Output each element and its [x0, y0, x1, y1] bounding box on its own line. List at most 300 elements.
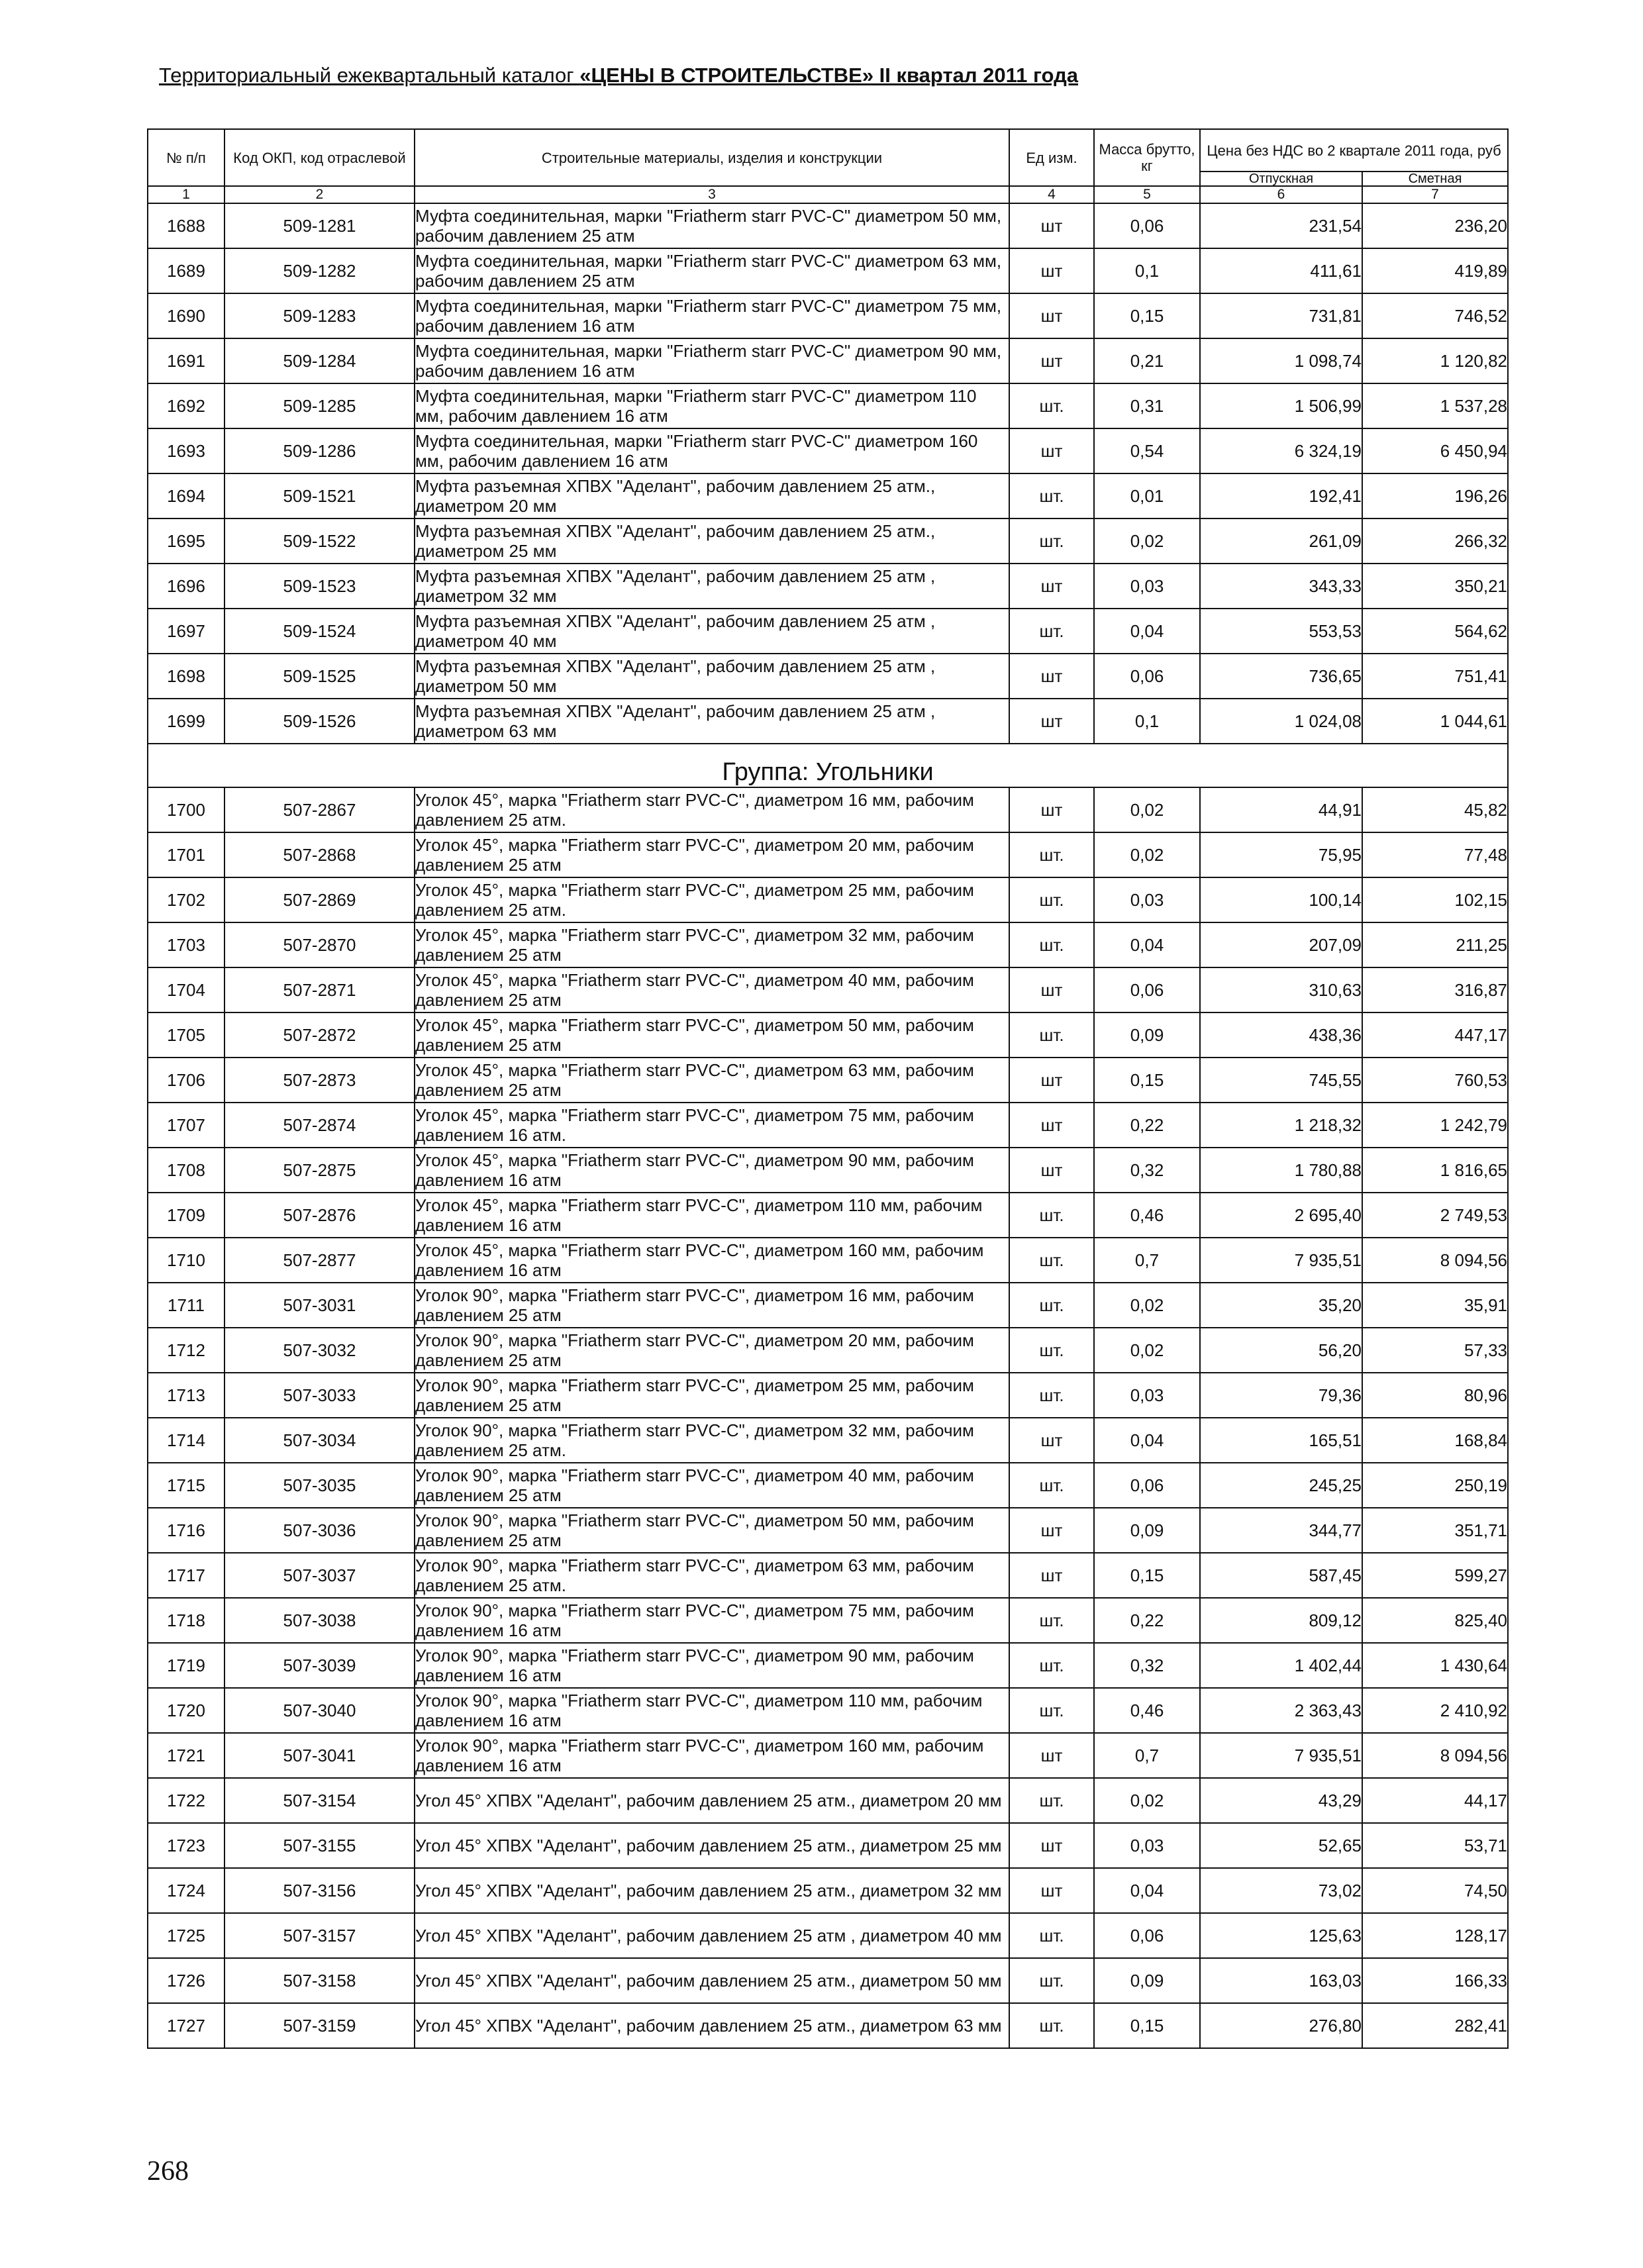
header-unit: Ед изм.: [1009, 129, 1094, 186]
row-mass: 0,02: [1094, 518, 1200, 564]
row-code: 507-2874: [224, 1103, 415, 1148]
row-mass: 0,31: [1094, 383, 1200, 428]
row-number: 1709: [148, 1193, 224, 1238]
row-name: Уголок 45°, марка "Friatherm starr PVC-C", диаметром 160 мм, рабочим давлением 16 атм: [415, 1238, 1009, 1283]
row-name: Уголок 45°, марка "Friatherm starr PVC-C", диаметром 110 мм, рабочим давлением 16 атм: [415, 1193, 1009, 1238]
row-price-estimate: 2 410,92: [1362, 1688, 1508, 1733]
row-number: 1724: [148, 1868, 224, 1913]
row-code: 507-3040: [224, 1688, 415, 1733]
row-price-estimate: 564,62: [1362, 609, 1508, 654]
row-code: 507-3158: [224, 1958, 415, 2003]
row-name: Муфта разъемная ХПВХ "Аделант", рабочим давлением 25 атм , диаметром 40 мм: [415, 609, 1009, 654]
table-row: [148, 1058, 1508, 1103]
row-unit: шт.: [1009, 383, 1094, 428]
row-unit: шт.: [1009, 1958, 1094, 2003]
table-row: [148, 473, 1508, 518]
row-code: 507-2870: [224, 922, 415, 967]
title-prefix: Территориальный ежеквартальный каталог: [159, 64, 580, 87]
row-mass: 0,1: [1094, 699, 1200, 744]
row-mass: 0,04: [1094, 922, 1200, 967]
row-name: Угол 45° ХПВХ "Аделант", рабочим давлением 25 атм., диаметром 32 мм: [415, 1868, 1009, 1913]
row-unit: шт: [1009, 699, 1094, 744]
row-price-release: 35,20: [1200, 1283, 1362, 1328]
row-name: Муфта разъемная ХПВХ "Аделант", рабочим давлением 25 атм., диаметром 20 мм: [415, 473, 1009, 518]
table-row: [148, 787, 1508, 832]
row-price-estimate: 45,82: [1362, 787, 1508, 832]
row-unit: шт: [1009, 1103, 1094, 1148]
table-row: [148, 1283, 1508, 1328]
row-price-release: 73,02: [1200, 1868, 1362, 1913]
row-name: Уголок 90°, марка "Friatherm starr PVC-C", диаметром 40 мм, рабочим давлением 25 атм: [415, 1463, 1009, 1508]
row-price-estimate: 447,17: [1362, 1012, 1508, 1058]
row-unit: шт.: [1009, 877, 1094, 922]
row-price-estimate: 599,27: [1362, 1553, 1508, 1598]
row-code: 509-1284: [224, 338, 415, 383]
row-unit: шт.: [1009, 832, 1094, 877]
row-number: 1715: [148, 1463, 224, 1508]
row-unit: шт.: [1009, 518, 1094, 564]
row-code: 509-1521: [224, 473, 415, 518]
row-code: 509-1281: [224, 203, 415, 248]
header-mass: Масса брутто, кг: [1094, 129, 1200, 186]
page-title: [159, 64, 1517, 87]
row-mass: 0,06: [1094, 967, 1200, 1012]
row-number: 1698: [148, 654, 224, 699]
row-mass: 0,22: [1094, 1598, 1200, 1643]
row-unit: шт: [1009, 564, 1094, 609]
row-price-release: 809,12: [1200, 1598, 1362, 1643]
row-price-estimate: 35,91: [1362, 1283, 1508, 1328]
column-number: 1: [148, 186, 224, 203]
row-unit: шт.: [1009, 1643, 1094, 1688]
row-number: 1706: [148, 1058, 224, 1103]
row-name: Муфта разъемная ХПВХ "Аделант", рабочим давлением 25 атм., диаметром 25 мм: [415, 518, 1009, 564]
row-number: 1718: [148, 1598, 224, 1643]
column-number: 5: [1094, 186, 1200, 203]
row-mass: 0,06: [1094, 1913, 1200, 1958]
row-unit: шт: [1009, 1733, 1094, 1778]
row-price-estimate: 1 044,61: [1362, 699, 1508, 744]
table-row: [148, 1012, 1508, 1058]
row-name: Уголок 45°, марка "Friatherm starr PVC-C", диаметром 25 мм, рабочим давлением 25 атм.: [415, 877, 1009, 922]
row-unit: шт.: [1009, 2003, 1094, 2048]
row-mass: 0,32: [1094, 1148, 1200, 1193]
table-row: [148, 293, 1508, 338]
table-row: [148, 1553, 1508, 1598]
row-unit: шт: [1009, 1148, 1094, 1193]
page-number: 268: [147, 2156, 189, 2187]
row-price-release: 75,95: [1200, 832, 1362, 877]
row-price-release: 736,65: [1200, 654, 1362, 699]
row-name: Угол 45° ХПВХ "Аделант", рабочим давлением 25 атм., диаметром 25 мм: [415, 1823, 1009, 1868]
table-row: [148, 1913, 1508, 1958]
table-row: [148, 1508, 1508, 1553]
row-name: Угол 45° ХПВХ "Аделант", рабочим давлением 25 атм., диаметром 20 мм: [415, 1778, 1009, 1823]
table-row: [148, 428, 1508, 473]
row-price-estimate: 1 242,79: [1362, 1103, 1508, 1148]
row-number: 1694: [148, 473, 224, 518]
row-code: 507-2869: [224, 877, 415, 922]
row-number: 1704: [148, 967, 224, 1012]
row-unit: шт.: [1009, 1328, 1094, 1373]
row-price-estimate: 57,33: [1362, 1328, 1508, 1373]
row-price-estimate: 282,41: [1362, 2003, 1508, 2048]
table-row: [148, 1103, 1508, 1148]
row-code: 507-3037: [224, 1553, 415, 1598]
row-code: 507-3041: [224, 1733, 415, 1778]
row-unit: шт.: [1009, 922, 1094, 967]
row-code: 509-1524: [224, 609, 415, 654]
row-name: Муфта соединительная, марки "Friatherm starr PVC-C" диаметром 75 мм, рабочим давлением 16 атм: [415, 293, 1009, 338]
row-mass: 0,03: [1094, 1373, 1200, 1418]
row-price-estimate: 8 094,56: [1362, 1238, 1508, 1283]
row-unit: шт: [1009, 428, 1094, 473]
row-price-estimate: 102,15: [1362, 877, 1508, 922]
row-price-estimate: 2 749,53: [1362, 1193, 1508, 1238]
row-mass: 0,01: [1094, 473, 1200, 518]
row-price-release: 125,63: [1200, 1913, 1362, 1958]
row-price-estimate: 80,96: [1362, 1373, 1508, 1418]
row-mass: 0,15: [1094, 1553, 1200, 1598]
row-price-estimate: 77,48: [1362, 832, 1508, 877]
row-unit: шт: [1009, 293, 1094, 338]
row-unit: шт: [1009, 203, 1094, 248]
row-unit: шт: [1009, 967, 1094, 1012]
row-number: 1721: [148, 1733, 224, 1778]
row-price-release: 553,53: [1200, 609, 1362, 654]
row-code: 507-3157: [224, 1913, 415, 1958]
row-code: 507-3036: [224, 1508, 415, 1553]
table-row: [148, 564, 1508, 609]
row-price-release: 1 098,74: [1200, 338, 1362, 383]
row-code: 507-2875: [224, 1148, 415, 1193]
row-number: 1700: [148, 787, 224, 832]
row-unit: шт: [1009, 787, 1094, 832]
row-name: Уголок 90°, марка "Friatherm starr PVC-C", диаметром 90 мм, рабочим давлением 16 атм: [415, 1643, 1009, 1688]
table-row: [148, 1733, 1508, 1778]
table-row: [148, 2003, 1508, 2048]
row-code: 507-2872: [224, 1012, 415, 1058]
row-number: 1727: [148, 2003, 224, 2048]
row-price-release: 731,81: [1200, 293, 1362, 338]
row-number: 1692: [148, 383, 224, 428]
group-section: [148, 744, 1508, 787]
column-number: 3: [415, 186, 1009, 203]
row-name: Уголок 45°, марка "Friatherm starr PVC-C", диаметром 63 мм, рабочим давлением 25 атм: [415, 1058, 1009, 1103]
row-price-estimate: 53,71: [1362, 1823, 1508, 1868]
table-row: [148, 699, 1508, 744]
row-mass: 0,04: [1094, 1868, 1200, 1913]
row-name: Угол 45° ХПВХ "Аделант", рабочим давлением 25 атм., диаметром 63 мм: [415, 2003, 1009, 2048]
column-number: 2: [224, 186, 415, 203]
row-name: Уголок 90°, марка "Friatherm starr PVC-C", диаметром 75 мм, рабочим давлением 16 атм: [415, 1598, 1009, 1643]
row-number: 1726: [148, 1958, 224, 2003]
row-mass: 0,1: [1094, 248, 1200, 293]
row-unit: шт: [1009, 1553, 1094, 1598]
row-number: 1688: [148, 203, 224, 248]
table-row: [148, 203, 1508, 248]
row-mass: 0,04: [1094, 1418, 1200, 1463]
row-mass: 0,09: [1094, 1508, 1200, 1553]
row-name: Уголок 90°, марка "Friatherm starr PVC-C", диаметром 32 мм, рабочим давлением 25 атм.: [415, 1418, 1009, 1463]
row-price-estimate: 128,17: [1362, 1913, 1508, 1958]
table-row: [148, 1823, 1508, 1868]
row-mass: 0,06: [1094, 203, 1200, 248]
row-unit: шт.: [1009, 1913, 1094, 1958]
row-code: 507-2873: [224, 1058, 415, 1103]
row-name: Муфта разъемная ХПВХ "Аделант", рабочим давлением 25 атм , диаметром 63 мм: [415, 699, 1009, 744]
row-price-estimate: 8 094,56: [1362, 1733, 1508, 1778]
row-code: 507-3033: [224, 1373, 415, 1418]
row-code: 507-3156: [224, 1868, 415, 1913]
row-number: 1703: [148, 922, 224, 967]
row-name: Уголок 90°, марка "Friatherm starr PVC-C", диаметром 50 мм, рабочим давлением 25 атм: [415, 1508, 1009, 1553]
row-mass: 0,7: [1094, 1238, 1200, 1283]
row-mass: 0,02: [1094, 1283, 1200, 1328]
row-price-release: 56,20: [1200, 1328, 1362, 1373]
row-name: Муфта разъемная ХПВХ "Аделант", рабочим давлением 25 атм , диаметром 50 мм: [415, 654, 1009, 699]
row-name: Уголок 90°, марка "Friatherm starr PVC-C", диаметром 16 мм, рабочим давлением 25 атм: [415, 1283, 1009, 1328]
table-row: [148, 654, 1508, 699]
row-code: 507-2867: [224, 787, 415, 832]
row-price-release: 43,29: [1200, 1778, 1362, 1823]
row-unit: шт.: [1009, 1373, 1094, 1418]
row-name: Муфта соединительная, марки "Friatherm starr PVC-C" диаметром 110 мм, рабочим давлением 16 атм: [415, 383, 1009, 428]
row-mass: 0,7: [1094, 1733, 1200, 1778]
row-price-release: 587,45: [1200, 1553, 1362, 1598]
row-mass: 0,09: [1094, 1958, 1200, 2003]
row-unit: шт: [1009, 248, 1094, 293]
table-row: [148, 1373, 1508, 1418]
table-row: [148, 1148, 1508, 1193]
row-unit: шт: [1009, 1418, 1094, 1463]
row-number: 1725: [148, 1913, 224, 1958]
row-unit: шт: [1009, 1058, 1094, 1103]
row-mass: 0,15: [1094, 1058, 1200, 1103]
row-price-release: 1 402,44: [1200, 1643, 1362, 1688]
row-name: Угол 45° ХПВХ "Аделант", рабочим давлением 25 атм., диаметром 50 мм: [415, 1958, 1009, 2003]
row-price-estimate: 168,84: [1362, 1418, 1508, 1463]
row-name: Уголок 45°, марка "Friatherm starr PVC-C", диаметром 20 мм, рабочим давлением 25 атм: [415, 832, 1009, 877]
price-table: [147, 128, 1509, 2049]
row-mass: 0,15: [1094, 293, 1200, 338]
row-number: 1705: [148, 1012, 224, 1058]
row-unit: шт: [1009, 1508, 1094, 1553]
row-number: 1695: [148, 518, 224, 564]
row-price-estimate: 1 120,82: [1362, 338, 1508, 383]
table-row: [148, 922, 1508, 967]
row-unit: шт.: [1009, 609, 1094, 654]
row-price-estimate: 419,89: [1362, 248, 1508, 293]
table-row: [148, 1238, 1508, 1283]
row-price-estimate: 350,21: [1362, 564, 1508, 609]
row-code: 507-3035: [224, 1463, 415, 1508]
row-mass: 0,02: [1094, 787, 1200, 832]
row-name: Уголок 45°, марка "Friatherm starr PVC-C", диаметром 75 мм, рабочим давлением 16 атм.: [415, 1103, 1009, 1148]
row-price-release: 1 024,08: [1200, 699, 1362, 744]
row-price-estimate: 166,33: [1362, 1958, 1508, 2003]
row-code: 507-3032: [224, 1328, 415, 1373]
table-row: [148, 877, 1508, 922]
row-price-release: 344,77: [1200, 1508, 1362, 1553]
row-mass: 0,15: [1094, 2003, 1200, 2048]
row-unit: шт.: [1009, 1193, 1094, 1238]
row-name: Уголок 90°, марка "Friatherm starr PVC-C", диаметром 20 мм, рабочим давлением 25 атм: [415, 1328, 1009, 1373]
table-row: [148, 1868, 1508, 1913]
row-price-estimate: 44,17: [1362, 1778, 1508, 1823]
table-row: [148, 832, 1508, 877]
table-row: [148, 1643, 1508, 1688]
row-unit: шт.: [1009, 1283, 1094, 1328]
row-name: Уголок 90°, марка "Friatherm starr PVC-C", диаметром 160 мм, рабочим давлением 16 атм: [415, 1733, 1009, 1778]
row-price-release: 1 780,88: [1200, 1148, 1362, 1193]
row-mass: 0,46: [1094, 1193, 1200, 1238]
table-row: [148, 609, 1508, 654]
row-price-estimate: 351,71: [1362, 1508, 1508, 1553]
title-brand: «ЦЕНЫ В СТРОИТЕЛЬСТВЕ» II квартал 2011 года: [579, 64, 1078, 87]
row-name: Уголок 45°, марка "Friatherm starr PVC-C", диаметром 40 мм, рабочим давлением 25 атм: [415, 967, 1009, 1012]
row-number: 1702: [148, 877, 224, 922]
row-name: Уголок 45°, марка "Friatherm starr PVC-C", диаметром 90 мм, рабочим давлением 16 атм: [415, 1148, 1009, 1193]
table-row: [148, 1958, 1508, 2003]
row-price-estimate: 746,52: [1362, 293, 1508, 338]
row-number: 1699: [148, 699, 224, 744]
row-unit: шт.: [1009, 1598, 1094, 1643]
table-row: [148, 338, 1508, 383]
row-code: 507-2868: [224, 832, 415, 877]
row-mass: 0,54: [1094, 428, 1200, 473]
header-name: Строительные материалы, изделия и конструкции: [415, 129, 1009, 186]
row-code: 509-1523: [224, 564, 415, 609]
row-price-estimate: 760,53: [1362, 1058, 1508, 1103]
row-price-estimate: 1 816,65: [1362, 1148, 1508, 1193]
row-mass: 0,22: [1094, 1103, 1200, 1148]
row-price-estimate: 1 430,64: [1362, 1643, 1508, 1688]
row-mass: 0,04: [1094, 609, 1200, 654]
row-price-release: 44,91: [1200, 787, 1362, 832]
row-number: 1712: [148, 1328, 224, 1373]
table-row: [148, 1598, 1508, 1643]
row-unit: шт.: [1009, 1688, 1094, 1733]
row-price-release: 192,41: [1200, 473, 1362, 518]
row-number: 1719: [148, 1643, 224, 1688]
row-mass: 0,46: [1094, 1688, 1200, 1733]
row-price-release: 1 506,99: [1200, 383, 1362, 428]
row-number: 1701: [148, 832, 224, 877]
row-mass: 0,02: [1094, 832, 1200, 877]
row-code: 509-1525: [224, 654, 415, 699]
row-price-release: 207,09: [1200, 922, 1362, 967]
row-name: Уголок 45°, марка "Friatherm starr PVC-C", диаметром 16 мм, рабочим давлением 25 атм.: [415, 787, 1009, 832]
column-number: 4: [1009, 186, 1094, 203]
row-number: 1723: [148, 1823, 224, 1868]
row-price-release: 245,25: [1200, 1463, 1362, 1508]
row-price-release: 100,14: [1200, 877, 1362, 922]
row-name: Уголок 90°, марка "Friatherm starr PVC-C", диаметром 63 мм, рабочим давлением 25 атм.: [415, 1553, 1009, 1598]
row-number: 1697: [148, 609, 224, 654]
row-code: 509-1283: [224, 293, 415, 338]
row-mass: 0,32: [1094, 1643, 1200, 1688]
row-price-estimate: 236,20: [1362, 203, 1508, 248]
row-code: 507-3154: [224, 1778, 415, 1823]
row-unit: шт: [1009, 1823, 1094, 1868]
row-price-release: 411,61: [1200, 248, 1362, 293]
table-row: [148, 1463, 1508, 1508]
row-price-release: 745,55: [1200, 1058, 1362, 1103]
row-unit: шт.: [1009, 1012, 1094, 1058]
row-price-estimate: 825,40: [1362, 1598, 1508, 1643]
row-number: 1711: [148, 1283, 224, 1328]
rows-bottom: [148, 787, 1508, 2048]
row-unit: шт.: [1009, 473, 1094, 518]
row-code: 507-3038: [224, 1598, 415, 1643]
row-price-estimate: 751,41: [1362, 654, 1508, 699]
row-price-release: 52,65: [1200, 1823, 1362, 1868]
row-number: 1696: [148, 564, 224, 609]
rows-top: [148, 203, 1508, 744]
table-row: [148, 383, 1508, 428]
column-number-row: [148, 186, 1508, 203]
row-code: 507-3031: [224, 1283, 415, 1328]
row-number: 1708: [148, 1148, 224, 1193]
row-mass: 0,02: [1094, 1328, 1200, 1373]
row-code: 507-3159: [224, 2003, 415, 2048]
row-code: 509-1282: [224, 248, 415, 293]
row-name: Угол 45° ХПВХ "Аделант", рабочим давлением 25 атм , диаметром 40 мм: [415, 1913, 1009, 1958]
row-price-estimate: 250,19: [1362, 1463, 1508, 1508]
row-price-release: 310,63: [1200, 967, 1362, 1012]
row-number: 1713: [148, 1373, 224, 1418]
column-number: 7: [1362, 186, 1508, 203]
row-name: Муфта соединительная, марки "Friatherm starr PVC-C" диаметром 50 мм, рабочим давлением 25 атм: [415, 203, 1009, 248]
row-unit: шт: [1009, 1868, 1094, 1913]
row-price-release: 163,03: [1200, 1958, 1362, 2003]
header-price-group: Цена без НДС во 2 квартале 2011 года, руб: [1200, 129, 1508, 172]
row-number: 1689: [148, 248, 224, 293]
row-price-release: 438,36: [1200, 1012, 1362, 1058]
header-price-release: Отпускная: [1200, 172, 1362, 186]
row-price-estimate: 266,32: [1362, 518, 1508, 564]
row-price-estimate: 211,25: [1362, 922, 1508, 967]
row-code: 507-3034: [224, 1418, 415, 1463]
header-no: № п/п: [148, 129, 224, 186]
table-row: [148, 967, 1508, 1012]
row-price-release: 261,09: [1200, 518, 1362, 564]
row-code: 507-3155: [224, 1823, 415, 1868]
table-row: [148, 1193, 1508, 1238]
row-price-release: 231,54: [1200, 203, 1362, 248]
row-mass: 0,02: [1094, 1778, 1200, 1823]
row-number: 1717: [148, 1553, 224, 1598]
row-price-release: 6 324,19: [1200, 428, 1362, 473]
group-title: Группа: Угольники: [148, 744, 1508, 787]
row-mass: 0,09: [1094, 1012, 1200, 1058]
row-number: 1714: [148, 1418, 224, 1463]
row-name: Муфта разъемная ХПВХ "Аделант", рабочим давлением 25 атм , диаметром 32 мм: [415, 564, 1009, 609]
table-row: [148, 1688, 1508, 1733]
row-price-estimate: 74,50: [1362, 1868, 1508, 1913]
row-mass: 0,21: [1094, 338, 1200, 383]
row-price-estimate: 6 450,94: [1362, 428, 1508, 473]
row-code: 507-2876: [224, 1193, 415, 1238]
row-price-release: 2 695,40: [1200, 1193, 1362, 1238]
row-mass: 0,03: [1094, 877, 1200, 922]
row-price-release: 79,36: [1200, 1373, 1362, 1418]
row-price-release: 7 935,51: [1200, 1238, 1362, 1283]
row-code: 509-1286: [224, 428, 415, 473]
row-number: 1707: [148, 1103, 224, 1148]
row-code: 507-2877: [224, 1238, 415, 1283]
